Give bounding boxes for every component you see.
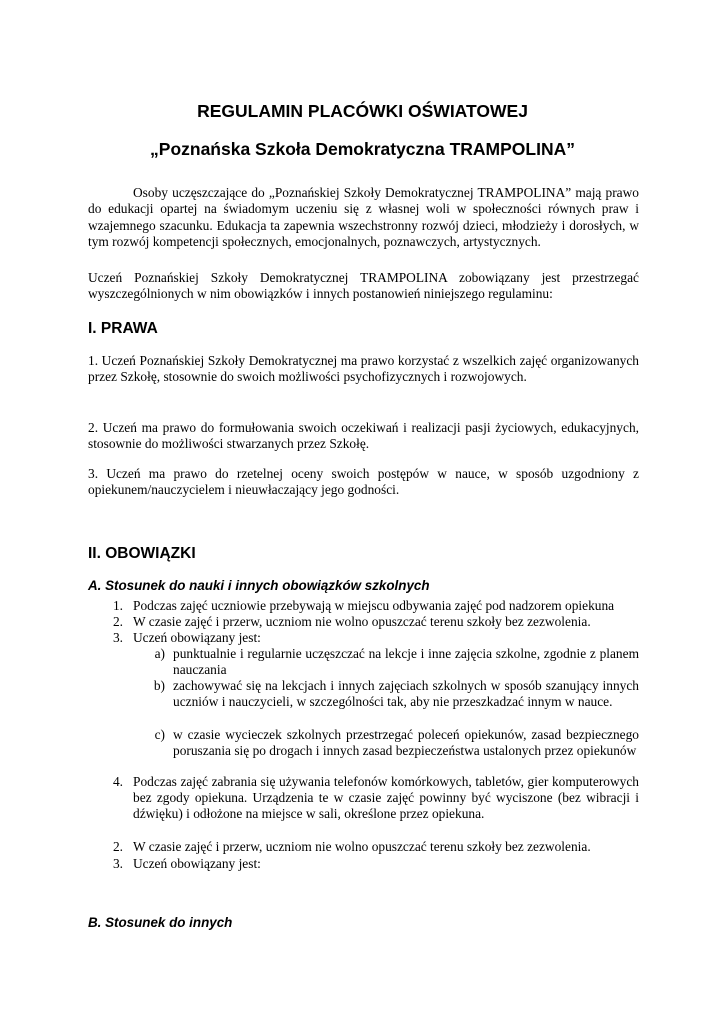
sub-list-item-letter: a) bbox=[154, 646, 165, 661]
sub-list-item bbox=[153, 678, 639, 710]
list-item-number: 1. bbox=[112, 598, 123, 613]
list-item-number: 3. bbox=[112, 630, 123, 645]
intro-paragraph: Osoby uczęszczające do „Poznańskiej Szkoły Demokratycznej TRAMPOLINA” mają prawo do edukacji opartej na świadomym uczeniu się z własnej woli w społeczności równych praw i wzajemnego szacunku. Edukacja ta zapewnia wszechstronny rozwój dzieci, młodzieży i dorosłych, w tym rozwój kompetencji społecznych, emocjonalnych, poznawczych, artystycznych. bbox=[88, 185, 639, 250]
list-item-number: 3. bbox=[112, 856, 123, 871]
list-item-text: Podczas zajęć uczniowie przebywają w miejscu odbywania zajęć pod nadzorem opiekuna bbox=[133, 598, 615, 613]
obligation-paragraph: Uczeń Poznańskiej Szkoły Demokratycznej TRAMPOLINA zobowiązany jest przestrzegać wyszczególnionych w nim obowiązków i innych postanowień niniejszego regulaminu: bbox=[88, 270, 639, 302]
list-item bbox=[112, 839, 639, 855]
section-b-heading: B. Stosunek do innych bbox=[88, 915, 233, 930]
list-item-text: Podczas zajęć zabrania się używania telefonów komórkowych, tabletów, gier komputerowych bez zgody opiekuna. Urządzenia te w czasie zajęć powinny być wyciszone (bez wibracji i dźwięku) i odłożone na miejsce w sali, określone przez opiekuna. bbox=[133, 774, 639, 822]
list-item-number: 2. bbox=[112, 839, 123, 854]
list-item bbox=[112, 598, 639, 614]
list-item bbox=[112, 856, 639, 872]
list-item bbox=[112, 614, 639, 630]
list-item bbox=[112, 774, 639, 823]
section-a-heading: A. Stosunek do nauki i innych obowiązków szkolnych bbox=[88, 578, 430, 593]
sub-list-item bbox=[154, 646, 639, 678]
sub-list-item-text: w czasie wycieczek szkolnych przestrzegać poleceń opiekunów, zasad bezpiecznego poruszania się po drogach i innych zasad bezpieczeństwa ustalonych przez opiekunów bbox=[173, 727, 639, 759]
rights-heading: I. PRAWA bbox=[88, 320, 158, 337]
document-subtitle: „Poznańska Szkoła Demokratyczna TRAMPOLINA” bbox=[150, 139, 575, 159]
list-item-text: W czasie zajęć i przerw, uczniom nie wolno opuszczać terenu szkoły bez zezwolenia. bbox=[133, 614, 591, 629]
rights-item-1: 1. Uczeń Poznańskiej Szkoły Demokratycznej ma prawo korzystać z wszelkich zajęć organizowanych przez Szkołę, stosownie do swoich możliwości psychofizycznych i rozwojowych. bbox=[88, 353, 639, 385]
list-item bbox=[112, 630, 639, 646]
duties-heading: II. OBOWIĄZKI bbox=[88, 545, 196, 562]
rights-item-2: 2. Uczeń ma prawo do formułowania swoich oczekiwań i realizacji pasji życiowych, edukacyjnych, stosownie do możliwości stwarzanych przez Szkołę. bbox=[88, 420, 639, 452]
sub-list-item-letter: b) bbox=[153, 678, 165, 693]
list-item-number: 4. bbox=[112, 774, 123, 789]
list-item-text: W czasie zajęć i przerw, uczniom nie wolno opuszczać terenu szkoły bez zezwolenia. bbox=[133, 839, 591, 854]
sub-list-item-text: zachowywać się na lekcjach i innych zajęciach szkolnych w sposób szanujący innych uczniów i nauczycieli, w szczególności tak, aby nie przeszkadzać innym w nauce. bbox=[173, 678, 639, 710]
sub-list-item bbox=[154, 727, 639, 759]
list-item-text: Uczeń obowiązany jest: bbox=[133, 856, 261, 871]
sub-list-item-letter: c) bbox=[154, 727, 165, 742]
list-item-number: 2. bbox=[112, 614, 123, 629]
list-item-text: Uczeń obowiązany jest: bbox=[133, 630, 261, 645]
document-title: REGULAMIN PLACÓWKI OŚWIATOWEJ bbox=[197, 101, 528, 121]
rights-item-3: 3. Uczeń ma prawo do rzetelnej oceny swoich postępów w nauce, w sposób uzgodniony z opiekunem/nauczycielem i nieuwłaczający jego godności. bbox=[88, 466, 639, 498]
sub-list-item-text: punktualnie i regularnie uczęszczać na lekcje i inne zajęcia szkolne, zgodnie z planem nauczania bbox=[173, 646, 639, 678]
